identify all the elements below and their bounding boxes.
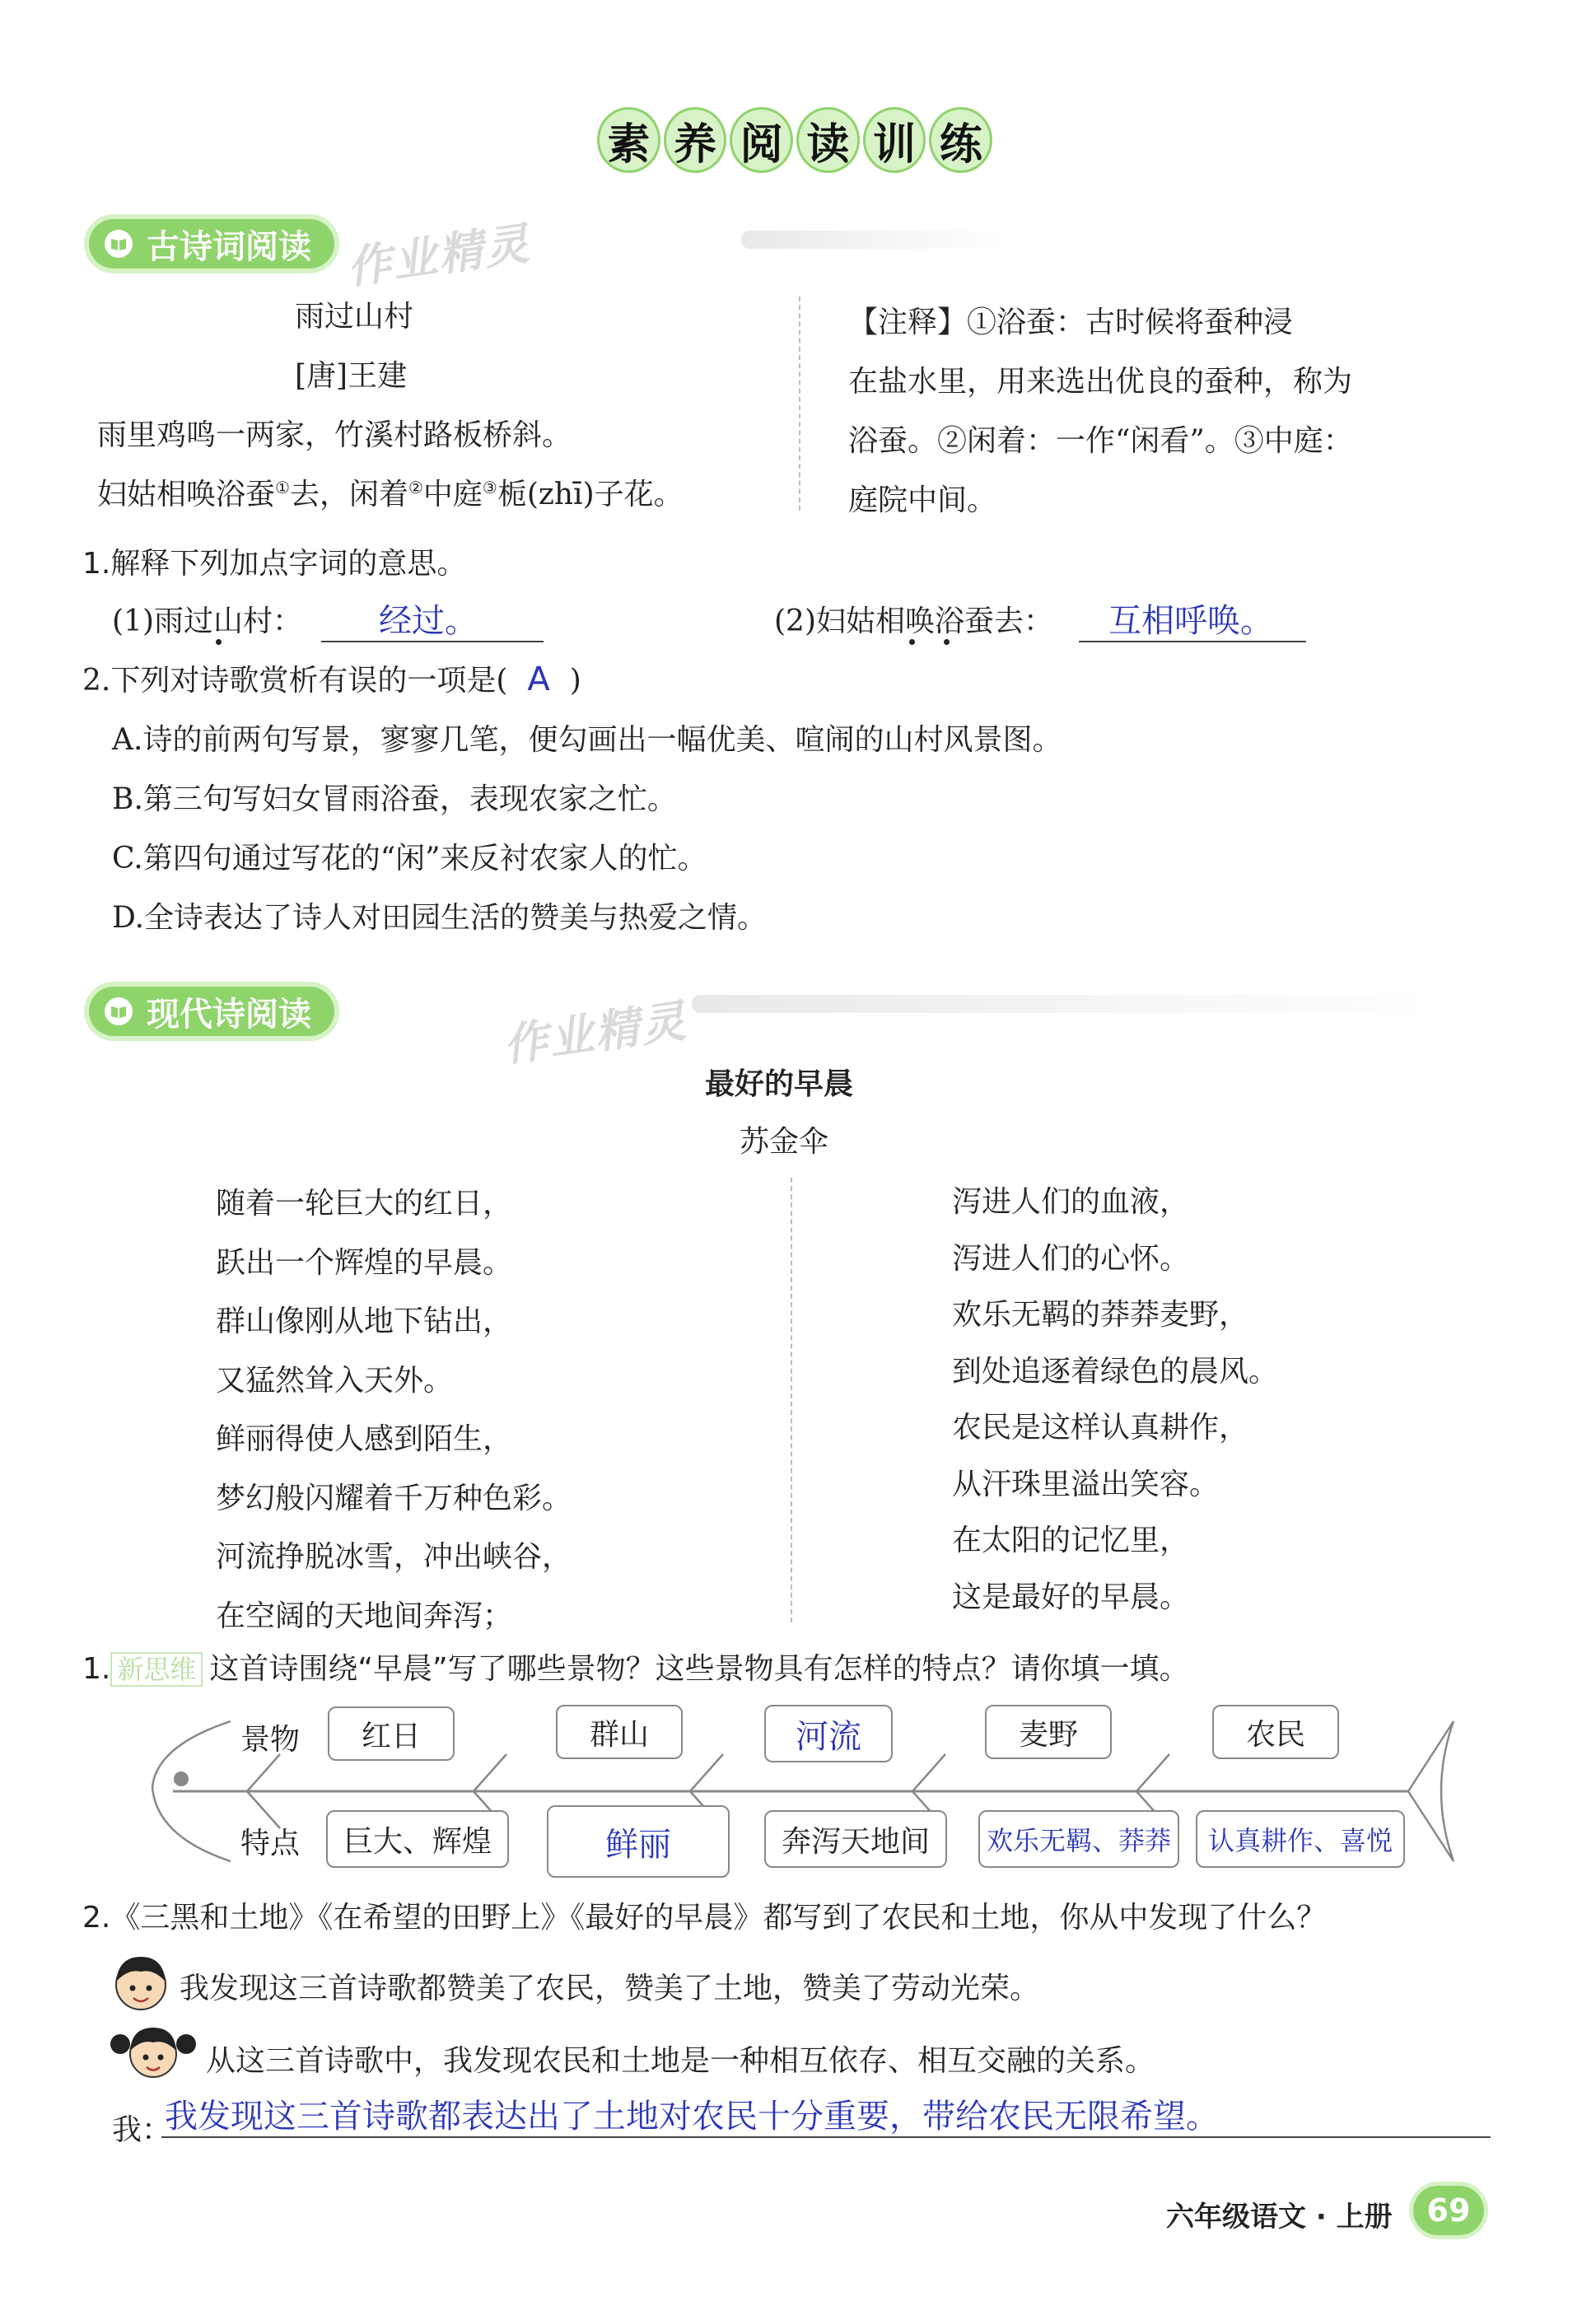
question-text: 2.下列对诗歌赏析有误的一项是( [82, 664, 508, 698]
poem-line: 在太阳的记忆里， [952, 1524, 1190, 1557]
option-d: D.全诗表达了诗人对田园生活的赞美与热爱之情。 [112, 901, 768, 935]
footnote-mark: ③ [482, 478, 497, 497]
title-char: 养 [664, 107, 727, 173]
section-tag-modern-poetry [89, 987, 334, 1036]
book-icon [104, 997, 133, 1026]
question-text: 这首诗围绕“早晨”写了哪些景物？这些景物具有怎样的特点？请你填一填。 [209, 1652, 1189, 1686]
title-char: 训 [863, 107, 926, 173]
poem-title: 雨过山村 [295, 300, 414, 334]
handwritten-answer: A [527, 661, 550, 698]
option-b: B.第三句写妇女冒雨浴蚕，表现农家之忙。 [112, 782, 677, 816]
question-2: 2.《三黑和土地》《在希望的田野上》《最好的早晨》都写到了农民和土地，你从中发现了什么？ [82, 1901, 1327, 1935]
poem-author: 苏金伞 [740, 1125, 829, 1159]
question-1: 1.解释下列加点字词的意思。 [82, 547, 467, 581]
handwritten-answer: 互相呼唤。 [1108, 602, 1273, 640]
me-label: 我： [112, 2113, 172, 2147]
handwritten-answer: 经过。 [379, 602, 478, 640]
question-1-1-label: (1)雨过山村： [112, 605, 302, 638]
boy-avatar-icon [109, 1950, 173, 2014]
poem-line: 鲜丽得使人感到陌生， [216, 1422, 513, 1456]
section-tag-label: 古诗词阅读 [147, 227, 311, 266]
poem-text: 去，闲着 [289, 478, 408, 511]
poem-line [97, 471, 684, 513]
annotation [848, 293, 1392, 530]
poem-stanza-right [952, 1174, 1278, 1626]
fish-label-feature: 特点 [240, 1827, 301, 1860]
poem-line: 到处追逐着绿色的晨风。 [952, 1354, 1279, 1389]
fish-label-scenery: 景物 [240, 1723, 301, 1757]
poem-author: [唐]王建 [295, 359, 408, 393]
book-icon [104, 229, 133, 259]
poem-line: 泻进人们的血液， [952, 1185, 1190, 1219]
handwritten-answer: 我发现这三首诗歌都表达出了土地对农民十分重要，带给农民无限希望。 [165, 2098, 1219, 2136]
new-thinking-badge: 新思维 [110, 1652, 203, 1687]
divider [791, 1178, 792, 1622]
footnote-mark: ② [408, 478, 423, 497]
poem-line: 在空阔的天地间奔泻； [216, 1599, 513, 1633]
question-number: 1. [82, 1652, 111, 1686]
section-tag-label: 现代诗阅读 [147, 995, 311, 1034]
poem-line: 随着一轮巨大的红日， [216, 1187, 513, 1221]
scenery-box: 河流 [764, 1705, 893, 1762]
poem-stanza-left [216, 1174, 572, 1645]
scenery-box: 麦野 [985, 1705, 1112, 1759]
poem-text: 栀(zhī)子花。 [497, 478, 684, 511]
title-char: 练 [929, 107, 992, 173]
question-2 [82, 657, 581, 699]
poem-line: 河流挣脱冰雪，冲出峡谷， [216, 1540, 572, 1574]
option-c: C.第四句通过写花的“闲”来反衬农家人的忙。 [112, 842, 707, 875]
poem-line: 群山像刚从地下钻出， [216, 1305, 513, 1338]
poem-line: 跃出一个辉煌的早晨。 [216, 1245, 513, 1280]
answer-line [1079, 595, 1306, 642]
decorative-band [692, 995, 1433, 1013]
poem-line: 雨里鸡鸣一两家，竹溪村路板桥斜。 [97, 418, 572, 452]
divider [799, 296, 800, 511]
watermark: 作业精灵 [343, 217, 534, 295]
watermark: 作业精灵 [500, 994, 690, 1072]
poem-line: 梦幻般闪耀着千万种色彩。 [216, 1481, 572, 1515]
poem-title: 最好的早晨 [705, 1067, 854, 1101]
answer-line [321, 595, 544, 642]
title-char: 读 [796, 107, 860, 173]
annotation-line: 【注释】①浴蚕：古时候将蚕种浸 [848, 306, 1294, 339]
poem-text: 妇姑相唤浴蚕 [97, 478, 276, 511]
page-title [597, 107, 992, 189]
poem-line: 农民是这样认真耕作， [952, 1411, 1249, 1445]
poem-line: 泻进人们的心怀。 [952, 1241, 1190, 1276]
annotation-line: 在盐水里，用来选出优良的蚕种，称为 [848, 365, 1353, 399]
title-char: 阅 [730, 107, 793, 173]
section-tag-classical-poetry [89, 219, 334, 268]
poem-line: 这是最好的早晨。 [952, 1580, 1190, 1614]
title-char: 素 [597, 107, 660, 173]
scenery-box: 农民 [1212, 1705, 1339, 1759]
feature-box: 巨大、辉煌 [326, 1810, 509, 1868]
annotation-line: 庭院中间。 [848, 483, 997, 517]
decorative-band [741, 231, 1005, 249]
answer-line [161, 2090, 1491, 2138]
option-a: A.诗的前两句写景，寥寥几笔，便勾画出一幅优美、喧闹的山村风景图。 [112, 723, 1062, 757]
feature-box: 奔泻天地间 [764, 1810, 947, 1868]
question-1-2-label: (2)妇姑相唤浴蚕去： [774, 605, 1053, 638]
girl-speech: 从这三首诗歌中，我发现农民和土地是一种相互依存、相互交融的关系。 [206, 2044, 1155, 2078]
page-number: 69 [1413, 2186, 1484, 2235]
poem-line: 欢乐无羁的莽莽麦野， [952, 1298, 1249, 1332]
footnote-mark: ① [275, 478, 290, 497]
poem-line: 又猛然耸入天外。 [216, 1363, 454, 1398]
feature-box: 认真耕作、喜悦 [1196, 1810, 1405, 1868]
feature-box: 欢乐无羁、莽莽 [978, 1810, 1179, 1868]
boy-speech: 我发现这三首诗歌都赞美了农民，赞美了土地，赞美了劳动光荣。 [180, 1972, 1040, 2005]
feature-box: 鲜丽 [547, 1805, 730, 1878]
book-label: 六年级语文 · 上册 [1166, 2201, 1393, 2234]
poem-line: 从汗珠里溢出笑容。 [952, 1467, 1220, 1501]
question-text: ) [569, 664, 581, 698]
girl-avatar-icon [109, 2019, 198, 2084]
poem-text: 中庭 [422, 478, 483, 511]
question-1 [82, 1645, 1189, 1687]
scenery-box: 红日 [328, 1706, 455, 1761]
annotation-line: 浴蚕。②闲着：一作“闲看”。③中庭： [848, 424, 1353, 458]
scenery-box: 群山 [556, 1705, 683, 1759]
